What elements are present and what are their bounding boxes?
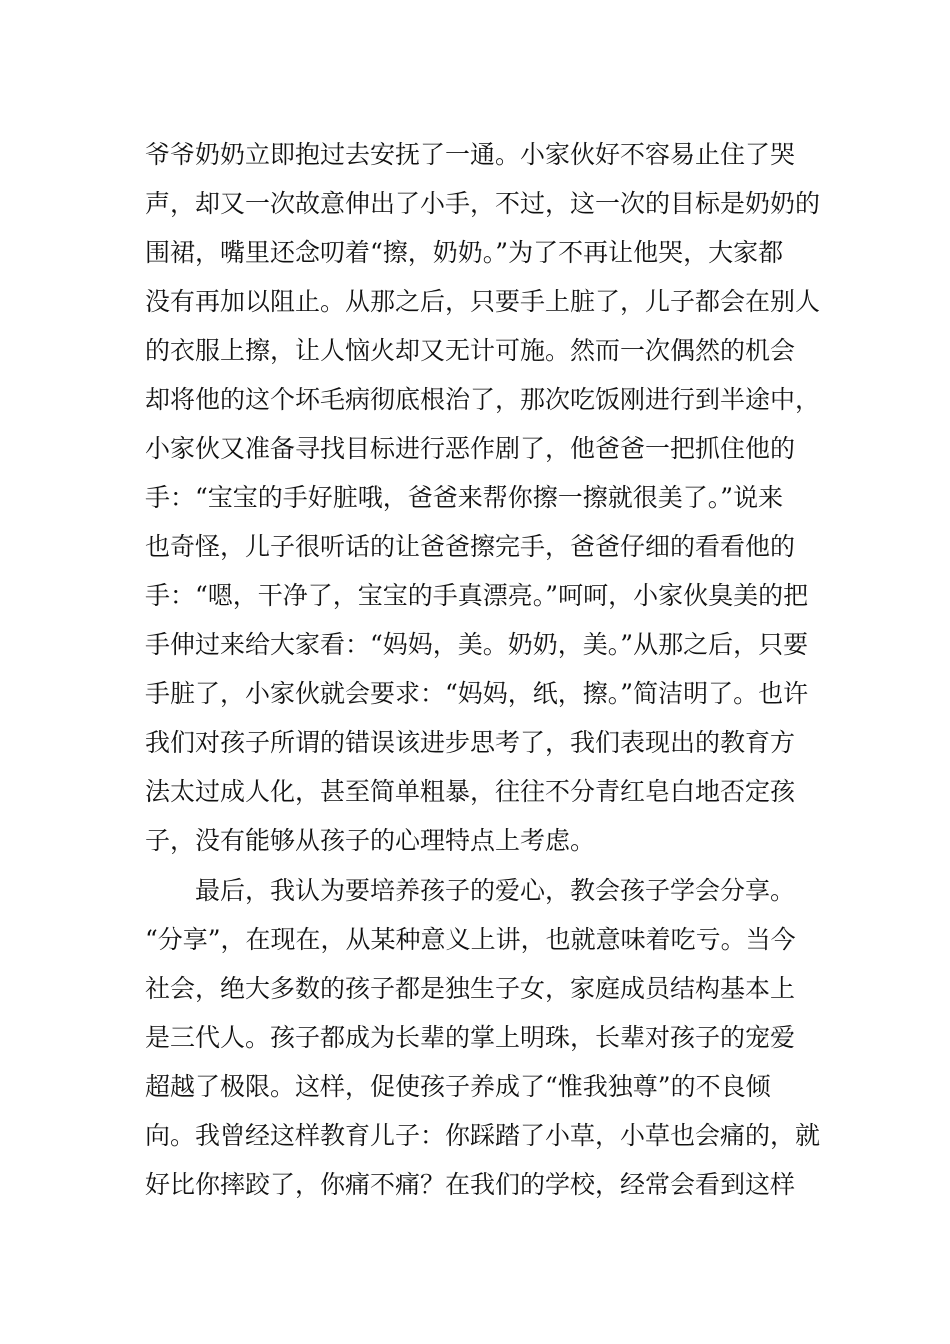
text-line: 也奇怪，儿子很听话的让爸爸擦完手，爸爸仔细的看看他的 xyxy=(145,532,796,561)
text-line: 超越了极限。这样，促使孩子养成了“惟我独尊”的不良倾 xyxy=(145,1072,771,1101)
text-line: 好比你摔跤了，你痛不痛？在我们的学校，经常会看到这样 xyxy=(145,1170,796,1199)
text-line: 手脏了，小家伙就会要求：“妈妈，纸，擦。”简洁明了。也许 xyxy=(145,679,809,708)
text-line: 却将他的这个坏毛病彻底根治了，那次吃饭刚进行到半途中， xyxy=(145,385,821,414)
text-line: 没有再加以阻止。从那之后，只要手上脏了，儿子都会在别人 xyxy=(145,287,821,316)
text-line: 声，却又一次故意伸出了小手，不过，这一次的目标是奶奶的 xyxy=(145,189,821,218)
text-line: “分享”，在现在，从某种意义上讲，也就意味着吃亏。当今 xyxy=(145,925,796,954)
text-line: 向。我曾经这样教育儿子：你踩踏了小草，小草也会痛的，就 xyxy=(145,1121,821,1150)
paragraph-first-line: 最后，我认为要培养孩子的爱心，教会孩子学会分享。 xyxy=(145,876,796,905)
text-line: 是三代人。孩子都成为长辈的掌上明珠，长辈对孩子的宠爱 xyxy=(145,1023,796,1052)
text-line: 小家伙又准备寻找目标进行恶作剧了，他爸爸一把抓住他的 xyxy=(145,434,796,463)
text-line: 爷爷奶奶立即抱过去安抚了一通。小家伙好不容易止住了哭 xyxy=(145,140,796,169)
text-line: 社会，绝大多数的孩子都是独生子女，家庭成员结构基本上 xyxy=(145,974,796,1003)
text-line: 手：“宝宝的手好脏哦，爸爸来帮你擦一擦就很美了。”说来 xyxy=(145,483,784,512)
body-text xyxy=(145,130,825,1209)
text-line: 我们对孩子所谓的错误该进步思考了，我们表现出的教育方 xyxy=(145,728,796,757)
text-line: 手：“嗯，干净了，宝宝的手真漂亮。”呵呵，小家伙臭美的把 xyxy=(145,581,809,610)
text-line: 的衣服上擦，让人恼火却又无计可施。然而一次偶然的机会 xyxy=(145,336,796,365)
text-line: 子，没有能够从孩子的心理特点上考虑。 xyxy=(145,826,596,855)
text-line: 手伸过来给大家看：“妈妈，美。奶奶，美。”从那之后，只要 xyxy=(145,630,809,659)
text-line: 法太过成人化，甚至简单粗暴，往往不分青红皂白地否定孩 xyxy=(145,777,796,806)
text-line: 围裙，嘴里还念叨着“擦，奶奶。”为了不再让他哭，大家都 xyxy=(145,238,784,267)
